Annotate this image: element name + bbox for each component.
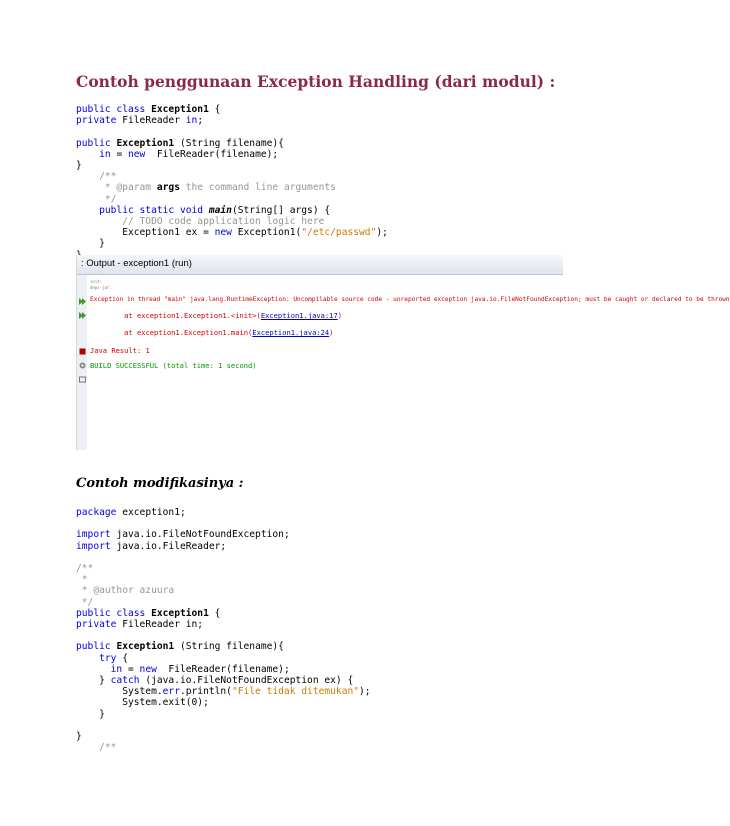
code-keyword: private bbox=[76, 115, 123, 127]
code-text: FileReader(filename); bbox=[156, 663, 290, 675]
code-comment: /** bbox=[76, 171, 117, 183]
code-keyword: new bbox=[128, 148, 146, 160]
field-name: err bbox=[162, 686, 180, 698]
code-text: } bbox=[76, 731, 82, 743]
code-block-modified bbox=[76, 507, 371, 753]
ide-output-window bbox=[76, 255, 730, 450]
rerun-icon[interactable] bbox=[78, 297, 87, 306]
output-titlebar bbox=[77, 255, 563, 275]
code-keyword: private bbox=[76, 619, 123, 631]
stop-icon[interactable] bbox=[78, 347, 87, 356]
code-indent bbox=[76, 664, 111, 675]
settings-icon[interactable] bbox=[78, 361, 87, 370]
code-comment: /** bbox=[76, 563, 94, 575]
stack-trace-link[interactable]: Exception1.java:24 bbox=[252, 328, 330, 337]
code-text: ); bbox=[359, 686, 371, 698]
param-name: args bbox=[156, 182, 180, 194]
code-text: ); bbox=[376, 227, 388, 239]
method-name: main bbox=[208, 204, 232, 216]
code-comment: * @param bbox=[76, 182, 157, 194]
code-comment: * bbox=[76, 574, 88, 586]
class-name: Exception1 bbox=[151, 607, 209, 619]
code-string: "File tidak ditemukan" bbox=[231, 686, 360, 698]
code-string: "/etc/passwd" bbox=[301, 227, 377, 239]
field-name: in bbox=[110, 663, 123, 675]
code-keyword: public static void bbox=[76, 204, 209, 216]
code-keyword: import bbox=[76, 540, 117, 552]
error-message: Exception in thread "main" java.lang.RuntimeException: Uncompilable source code - unreported exception java.io.FileNotFoundException; must be caught or declared to be thrown bbox=[90, 296, 730, 303]
code-text: } bbox=[76, 160, 82, 172]
code-text: { bbox=[116, 652, 128, 664]
code-keyword: try bbox=[76, 652, 117, 664]
code-text: (String filename){ bbox=[174, 641, 284, 653]
code-text: FileReader(filename); bbox=[145, 148, 279, 160]
code-comment: // TODO code application logic here bbox=[76, 216, 325, 228]
code-keyword: public bbox=[76, 137, 117, 149]
code-text: } bbox=[76, 708, 105, 720]
stack-trace-text: ) bbox=[329, 328, 334, 337]
code-keyword: public class bbox=[76, 607, 152, 619]
code-text: } bbox=[76, 675, 111, 687]
code-text: (String filename){ bbox=[174, 137, 284, 149]
stack-trace-text: ) bbox=[337, 311, 342, 320]
build-status: BUILD SUCCESSFUL (total time: 1 second) bbox=[90, 361, 257, 370]
field-name: in bbox=[185, 115, 198, 127]
section-heading: Contoh penggunaan Exception Handling (dari modul) : bbox=[76, 72, 556, 91]
console-line: deps-jar: bbox=[90, 285, 112, 290]
constructor-name: Exception1 bbox=[116, 137, 175, 149]
clear-icon[interactable] bbox=[78, 375, 87, 384]
code-text: java.io.FileReader; bbox=[116, 540, 227, 552]
code-text: ; bbox=[197, 115, 204, 127]
code-indent bbox=[76, 149, 99, 160]
code-keyword: public bbox=[76, 641, 117, 653]
output-title: : Output - exception1 (run) bbox=[81, 258, 192, 269]
stack-trace-line bbox=[90, 311, 342, 321]
code-keyword: new bbox=[139, 663, 157, 675]
code-text: } bbox=[76, 238, 105, 250]
code-text: exception1; bbox=[122, 507, 186, 518]
code-text: FileReader in; bbox=[122, 619, 204, 631]
code-text: Exception1 ex = bbox=[76, 227, 215, 239]
class-name: Exception1 bbox=[151, 104, 209, 115]
code-text: { bbox=[208, 104, 221, 115]
code-text: System. bbox=[76, 686, 163, 698]
code-text: = bbox=[110, 148, 128, 160]
code-comment: * @author azuura bbox=[76, 585, 175, 597]
code-keyword: catch bbox=[110, 675, 140, 687]
code-comment: */ bbox=[76, 596, 94, 608]
code-block-original bbox=[76, 104, 388, 261]
code-text: .println( bbox=[179, 686, 232, 698]
java-result: Java Result: 1 bbox=[90, 346, 150, 355]
output-gutter bbox=[77, 275, 87, 450]
code-text: { bbox=[208, 607, 221, 619]
code-text: Exception1( bbox=[231, 227, 302, 239]
code-text: = bbox=[122, 663, 140, 675]
code-text: FileReader bbox=[122, 115, 186, 127]
rerun-icon[interactable] bbox=[78, 311, 87, 320]
stack-trace-link[interactable]: Exception1.java:17 bbox=[260, 311, 338, 320]
stack-trace-line bbox=[90, 328, 333, 338]
code-comment: */ bbox=[76, 193, 117, 205]
code-keyword: new bbox=[214, 227, 232, 239]
code-text: (java.io.FileNotFoundException ex) { bbox=[139, 675, 354, 687]
code-keyword: import bbox=[76, 529, 117, 541]
constructor-name: Exception1 bbox=[116, 641, 175, 653]
stack-trace-text: at exception1.Exception1.<init>( bbox=[90, 311, 261, 320]
stack-trace-text: at exception1.Exception1.main( bbox=[90, 328, 253, 337]
code-text: (String[] args) { bbox=[231, 204, 331, 216]
console-line: init: bbox=[90, 279, 103, 284]
code-keyword: package bbox=[76, 507, 123, 518]
code-text: java.io.FileNotFoundException; bbox=[116, 529, 290, 541]
field-name: in bbox=[99, 148, 111, 160]
code-comment: the command line arguments bbox=[179, 182, 336, 194]
code-text: System.exit(0); bbox=[76, 697, 209, 709]
code-comment: /** bbox=[76, 742, 117, 754]
subsection-heading: Contoh modifikasinya : bbox=[76, 476, 244, 491]
code-keyword: public class bbox=[76, 104, 152, 115]
